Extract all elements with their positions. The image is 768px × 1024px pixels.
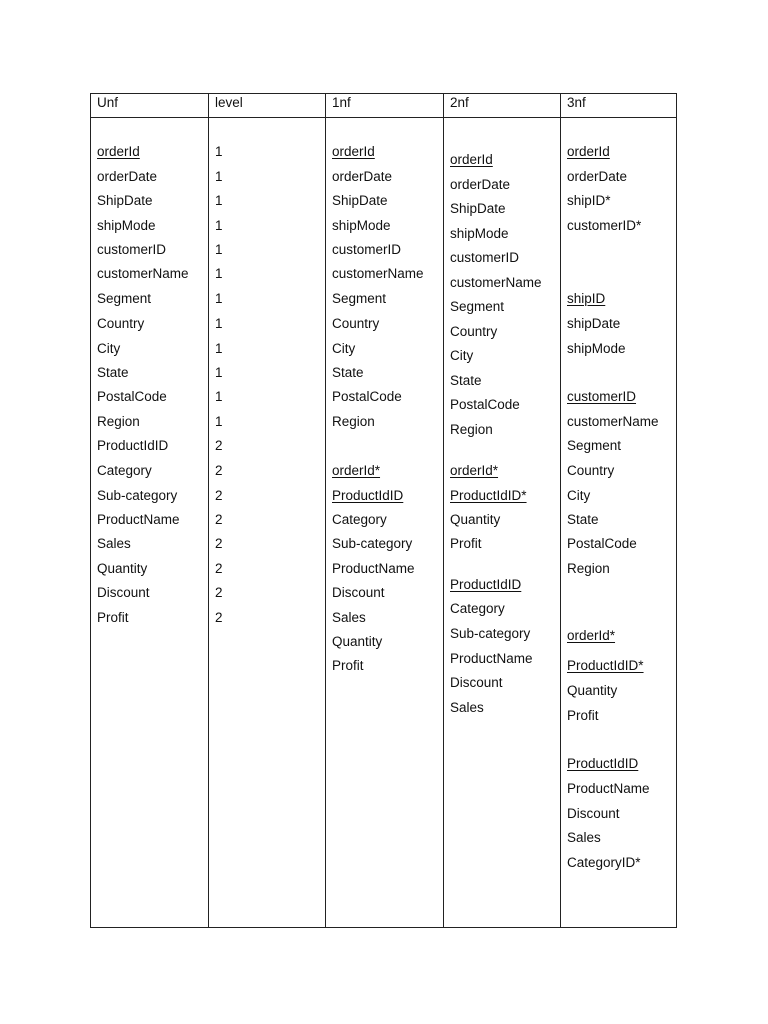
field: PostalCode	[450, 397, 520, 412]
field: 1	[215, 341, 223, 356]
key-field: orderId	[332, 144, 375, 159]
field: shipMode	[97, 218, 156, 233]
field: Category	[97, 463, 152, 478]
field: Category	[450, 601, 505, 616]
field: State	[332, 365, 364, 380]
field: customerName	[97, 266, 189, 281]
field: 1	[215, 291, 223, 306]
field: PostalCode	[567, 536, 637, 551]
field: Country	[567, 463, 615, 478]
field: Profit	[97, 610, 129, 625]
field: customerID*	[567, 218, 642, 233]
field: ProductName	[332, 561, 415, 576]
field: 1	[215, 365, 223, 380]
field: 2	[215, 536, 223, 551]
field: ProductName	[97, 512, 180, 527]
field: Profit	[567, 708, 599, 723]
field: Sales	[97, 536, 131, 551]
key-field: ProductIdID*	[567, 658, 644, 673]
key-field: orderId	[567, 144, 610, 159]
key-field: orderId*	[567, 628, 616, 643]
field: customerName	[332, 266, 424, 281]
field: CategoryID*	[567, 855, 641, 870]
key-field: orderId*	[332, 463, 381, 478]
field: 2	[215, 561, 223, 576]
field: shipMode	[332, 218, 391, 233]
column-2nf	[443, 94, 561, 927]
field: City	[567, 488, 591, 503]
field: Country	[97, 316, 145, 331]
field: Discount	[332, 585, 385, 600]
field: State	[97, 365, 129, 380]
field: 1	[215, 218, 223, 233]
column-header: level	[209, 94, 326, 118]
field: Sales	[567, 830, 601, 845]
field: 1	[215, 316, 223, 331]
field: Region	[450, 422, 493, 437]
field: Segment	[332, 291, 387, 306]
field: Country	[450, 324, 498, 339]
field: ShipDate	[450, 201, 506, 216]
field: Quantity	[97, 561, 148, 576]
field: Region	[567, 561, 610, 576]
field: 2	[215, 463, 223, 478]
field: Quantity	[567, 683, 618, 698]
key-field: orderId	[97, 144, 140, 159]
field: orderDate	[567, 169, 628, 184]
field: City	[450, 348, 474, 363]
column-unf	[91, 94, 208, 927]
field: PostalCode	[97, 389, 167, 404]
field: shipMode	[450, 226, 509, 241]
field: ShipDate	[332, 193, 388, 208]
field: Region	[97, 414, 140, 429]
field: customerID	[97, 242, 167, 257]
key-field: ProductIdID	[332, 488, 404, 503]
normalization-table	[90, 93, 677, 928]
field: Sub-category	[97, 488, 178, 503]
field: shipID*	[567, 193, 611, 208]
field: City	[332, 341, 356, 356]
field: Profit	[332, 658, 364, 673]
column-level	[208, 94, 326, 927]
field: Sales	[332, 610, 366, 625]
field: ProductName	[450, 651, 533, 666]
column-3nf	[560, 94, 677, 927]
field: ProductIdID	[97, 438, 169, 453]
key-field: orderId*	[450, 463, 499, 478]
field: 2	[215, 512, 223, 527]
field: PostalCode	[332, 389, 402, 404]
field: 2	[215, 488, 223, 503]
field: 1	[215, 266, 223, 281]
field: 1	[215, 169, 223, 184]
field: 1	[215, 414, 223, 429]
field: shipDate	[567, 316, 621, 331]
field: orderDate	[97, 169, 158, 184]
key-field: shipID	[567, 291, 606, 306]
field: orderDate	[332, 169, 393, 184]
field: Discount	[97, 585, 150, 600]
field: 1	[215, 193, 223, 208]
field: Segment	[567, 438, 622, 453]
field: Sub-category	[450, 626, 531, 641]
field: City	[97, 341, 121, 356]
field: Quantity	[332, 634, 383, 649]
field: customerID	[332, 242, 402, 257]
field: 1	[215, 389, 223, 404]
column-header: 1nf	[326, 94, 444, 118]
field: Sub-category	[332, 536, 413, 551]
field: 1	[215, 242, 223, 257]
field: Segment	[97, 291, 152, 306]
field: ProductName	[567, 781, 650, 796]
field: 2	[215, 585, 223, 600]
column-header: 3nf	[561, 94, 677, 118]
key-field: orderId	[450, 152, 493, 167]
column-1nf	[325, 94, 444, 927]
field: 2	[215, 610, 223, 625]
field: Profit	[450, 536, 482, 551]
field: customerID	[450, 250, 520, 265]
key-field: ProductIdID*	[450, 488, 527, 503]
column-header: Unf	[91, 94, 208, 118]
key-field: customerID	[567, 389, 637, 404]
field: Country	[332, 316, 380, 331]
key-field: ProductIdID	[450, 577, 522, 592]
field: Segment	[450, 299, 505, 314]
field: 1	[215, 144, 223, 159]
field: Quantity	[450, 512, 501, 527]
field: Region	[332, 414, 375, 429]
field: Category	[332, 512, 387, 527]
field: customerName	[567, 414, 659, 429]
field: customerName	[450, 275, 542, 290]
field: ShipDate	[97, 193, 153, 208]
column-header: 2nf	[444, 94, 561, 118]
field: shipMode	[567, 341, 626, 356]
field: Discount	[450, 675, 503, 690]
field: Sales	[450, 700, 484, 715]
field: Discount	[567, 806, 620, 821]
field: State	[450, 373, 482, 388]
key-field: ProductIdID	[567, 756, 639, 771]
field: State	[567, 512, 599, 527]
field: orderDate	[450, 177, 511, 192]
field: 2	[215, 438, 223, 453]
